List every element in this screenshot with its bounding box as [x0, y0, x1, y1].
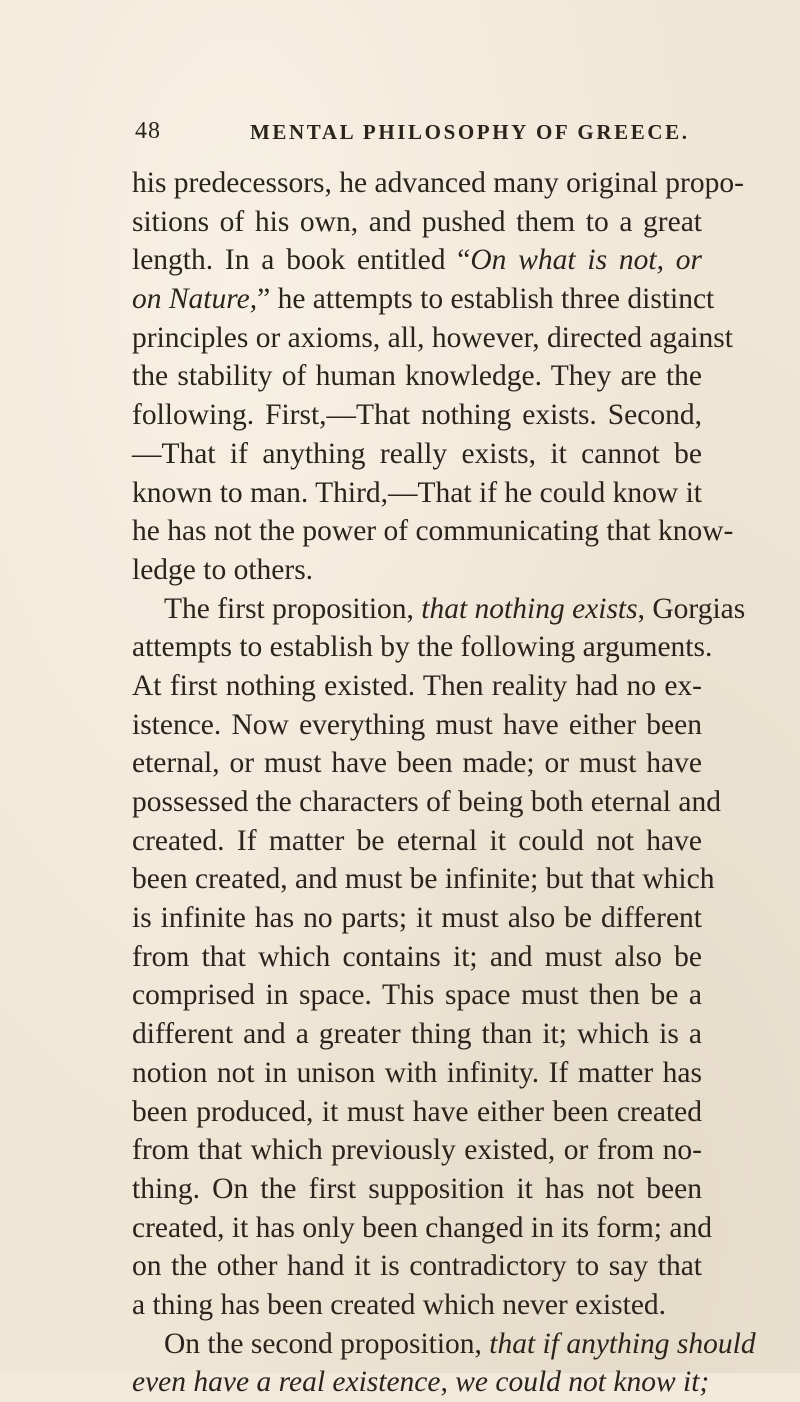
text-line	[132, 1325, 756, 1364]
text-line: sitions of his own, and pushed them to a great	[132, 205, 702, 238]
text-line: known to man. Third,—That if he could know it	[132, 476, 702, 509]
text-span: ” he attempts to establish three distinct	[257, 283, 715, 316]
text-line: been produced, it must have either been created	[132, 1095, 702, 1128]
text-line: created. If matter be eternal it could not have	[132, 824, 702, 857]
text-line: attempts to establish by the following arguments.	[132, 631, 713, 664]
text-line	[132, 590, 746, 629]
italic-phrase: that nothing exists	[421, 592, 638, 625]
paragraph-end-line: a thing has been created which never existed.	[132, 1288, 667, 1321]
text-line: on the other hand it is contradictory to say that	[132, 1250, 702, 1283]
text-span: The first proposition,	[164, 592, 422, 625]
text-line: At first nothing existed. Then reality had no ex-	[132, 669, 702, 702]
text-line: comprised in space. This space must then be a	[132, 979, 702, 1012]
text-line: his predecessors, he advanced many original propo-	[132, 167, 744, 199]
text-line: principles or axioms, all, however, directed against	[132, 321, 733, 354]
text-line: from that which previously existed, or from no-	[132, 1134, 702, 1167]
book-title-italic-cont: on Nature,	[132, 283, 258, 316]
text-line: different and a greater thing than it; which is a	[132, 1018, 702, 1051]
text-span: On the second proposition,	[164, 1327, 490, 1360]
text-line: thing. On the first supposition it has not been	[132, 1172, 702, 1205]
body-text	[132, 164, 756, 1402]
page-number: 48	[135, 118, 161, 144]
text-line: from that which contains it; and must also be	[132, 940, 702, 973]
text-line: —That if anything really exists, it cannot be	[132, 437, 702, 470]
text-line: notion not in unison with infinity. If matter has	[132, 1056, 702, 1089]
italic-phrase: even have a real existence, we could not know it;	[132, 1366, 710, 1399]
text-line	[132, 1363, 710, 1402]
text-span: , Gorgias	[637, 592, 746, 625]
text-line: created, it has only been changed in its form; and	[132, 1211, 712, 1244]
book-title-italic: On what is not, or	[470, 244, 703, 277]
text-line	[132, 280, 715, 319]
text-span: length. In a book entitled “	[132, 244, 471, 277]
text-line: is infinite has no parts; it must also be different	[132, 902, 702, 935]
text-line: the stability of human knowledge. They are the	[132, 360, 702, 393]
text-line: possessed the characters of being both eternal and	[132, 786, 721, 818]
running-title: MENTAL PHILOSOPHY OF GREECE.	[250, 120, 690, 144]
text-line: istence. Now everything must have either been	[132, 708, 702, 741]
text-line: eternal, or must have been made; or must have	[132, 747, 702, 780]
running-head	[130, 118, 690, 154]
text-line	[132, 241, 702, 280]
italic-phrase: that if anything should	[489, 1327, 756, 1360]
text-line: following. First,—That nothing exists. Second,	[132, 399, 702, 432]
text-line: been created, and must be infinite; but that which	[132, 863, 715, 896]
paragraph-end-line: ledge to others.	[132, 553, 314, 586]
text-line: he has not the power of communicating that know-	[132, 515, 734, 548]
